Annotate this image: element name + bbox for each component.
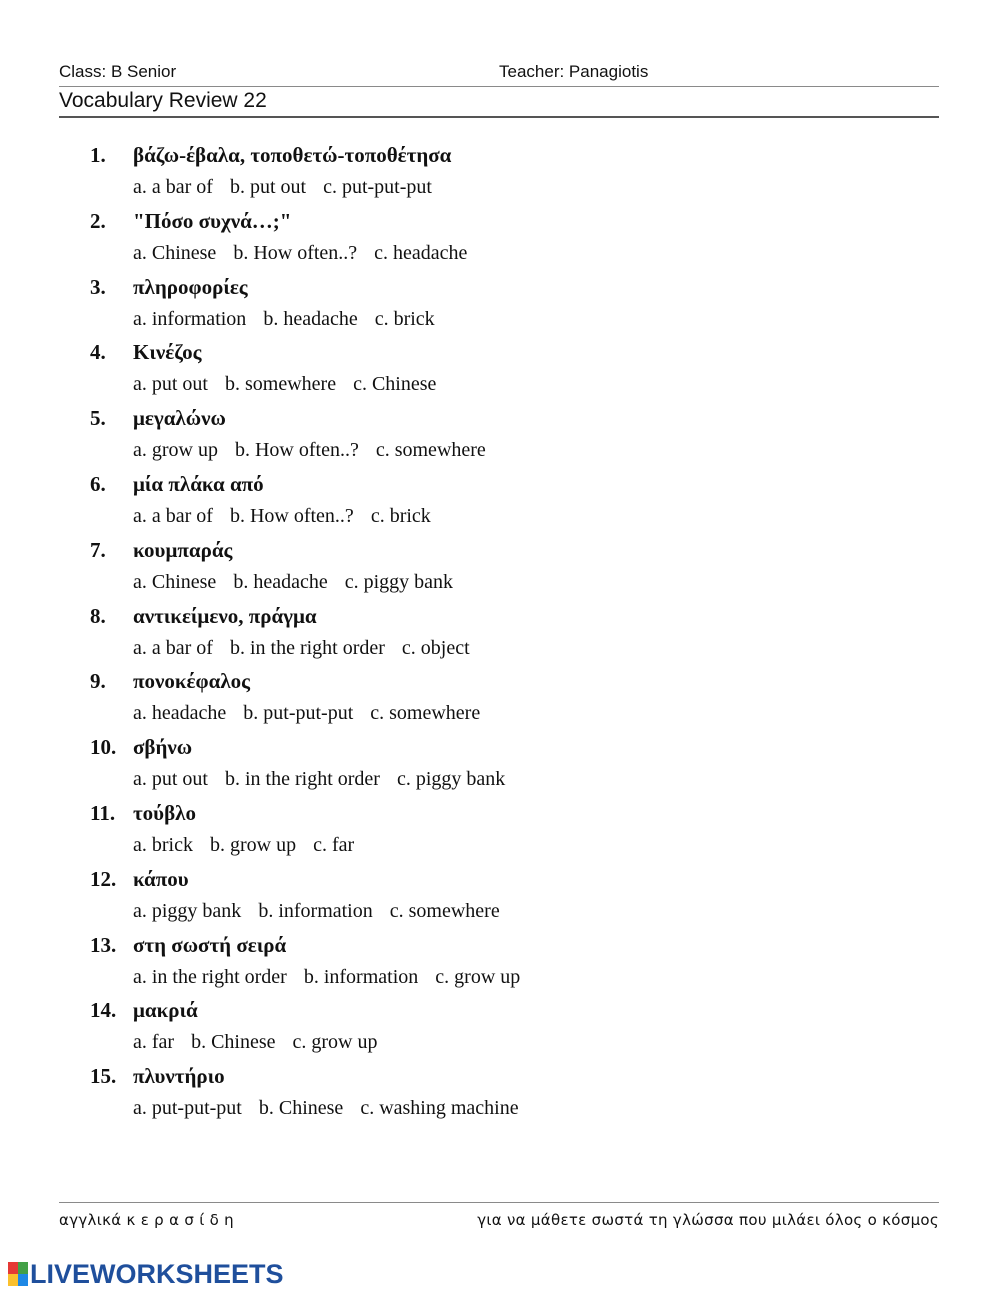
option-b[interactable]: b. in the right order	[225, 768, 380, 791]
question-number: 11.	[90, 800, 116, 825]
question-term: τούβλο	[133, 800, 196, 825]
option-c[interactable]: c. piggy bank	[344, 570, 454, 593]
option-c[interactable]: c. object	[401, 636, 470, 659]
option-c[interactable]: c. grow up	[435, 965, 521, 988]
liveworksheets-logo[interactable]	[8, 1259, 284, 1289]
option-c[interactable]: c. somewhere	[370, 702, 481, 725]
question-item	[90, 801, 910, 867]
option-a[interactable]: a. put out	[133, 768, 208, 791]
option-b[interactable]: b. put-put-put	[243, 702, 354, 725]
option-c[interactable]: c. grow up	[292, 1031, 378, 1054]
answer-options	[133, 1097, 531, 1120]
question-term: μεγαλώνω	[133, 406, 226, 431]
question-item	[90, 998, 910, 1064]
answer-options	[133, 373, 448, 396]
question-term: κουμπαράς	[133, 537, 233, 562]
answer-options	[133, 637, 482, 660]
teacher-label: Teacher: Panagiotis	[499, 62, 649, 81]
option-b[interactable]: b. in the right order	[229, 636, 385, 659]
option-a[interactable]: a. information	[133, 307, 247, 330]
option-c[interactable]: c. Chinese	[353, 373, 437, 396]
answer-options	[133, 702, 492, 725]
question-item	[90, 143, 910, 209]
question-number: 1.	[90, 143, 106, 167]
option-c[interactable]: c. headache	[374, 241, 468, 264]
question-term: μακριά	[133, 998, 198, 1023]
option-c[interactable]: c. brick	[370, 504, 431, 527]
question-number: 10.	[90, 735, 117, 760]
question-term: βάζω-έβαλα, τοποθετώ-τοποθέτησα	[133, 143, 452, 167]
option-c[interactable]: c. brick	[374, 307, 435, 330]
option-b[interactable]: b. headache	[263, 307, 358, 330]
question-term: πληροφορίες	[133, 274, 248, 299]
question-number: 12.	[90, 866, 117, 891]
question-number: 9.	[90, 669, 106, 694]
option-b[interactable]: b. Chinese	[258, 1097, 344, 1120]
question-term: κάπου	[133, 866, 189, 891]
option-a[interactable]: a. grow up	[133, 439, 218, 462]
option-b[interactable]: b. headache	[233, 570, 328, 593]
option-c[interactable]: c. put-put-put	[323, 176, 432, 198]
option-a[interactable]: a. Chinese	[133, 241, 217, 264]
option-a[interactable]: a. piggy bank	[133, 899, 242, 922]
question-term: πλυντήριο	[133, 1064, 225, 1089]
option-a[interactable]: a. a bar of	[133, 176, 213, 198]
option-b[interactable]: b. information	[258, 899, 373, 922]
question-item	[90, 604, 910, 670]
question-term: πονοκέφαλος	[133, 669, 251, 694]
option-a[interactable]: a. put-put-put	[133, 1097, 242, 1120]
question-number: 13.	[90, 932, 117, 957]
question-term: στη σωστή σειρά	[133, 932, 287, 957]
question-number: 7.	[90, 537, 106, 562]
answer-options	[133, 571, 465, 594]
question-item	[90, 669, 910, 735]
question-number: 15.	[90, 1064, 117, 1089]
question-term: σβήνω	[133, 735, 193, 760]
option-c[interactable]: c. somewhere	[375, 439, 486, 462]
answer-options	[133, 1031, 390, 1054]
question-number: 5.	[90, 406, 106, 431]
question-list	[90, 143, 910, 1130]
question-item	[90, 538, 910, 604]
option-a[interactable]: a. a bar of	[133, 636, 213, 659]
question-number: 14.	[90, 998, 117, 1023]
option-a[interactable]: a. far	[133, 1031, 175, 1054]
question-term: αντικείμενο, πράγμα	[133, 603, 317, 628]
option-a[interactable]: a. put out	[133, 373, 208, 396]
answer-options	[133, 439, 498, 462]
answer-options	[133, 505, 443, 528]
option-a[interactable]: a. a bar of	[133, 504, 213, 527]
answer-options	[133, 966, 532, 989]
answer-options	[133, 242, 479, 265]
logo-grid-icon	[8, 1262, 28, 1286]
title-divider	[59, 116, 939, 118]
question-number: 6.	[90, 471, 106, 496]
option-b[interactable]: b. How often..?	[229, 504, 354, 527]
question-item	[90, 406, 910, 472]
option-a[interactable]: a. brick	[133, 833, 193, 856]
footer-divider	[59, 1202, 939, 1203]
option-c[interactable]: c. somewhere	[389, 899, 500, 922]
option-b[interactable]: b. somewhere	[225, 373, 337, 396]
question-item	[90, 340, 910, 406]
question-item	[90, 209, 910, 275]
option-a[interactable]: a. headache	[133, 702, 227, 725]
question-item	[90, 735, 910, 801]
footer-right-text: για να μάθετε σωστά τη γλώσσα που μιλάει όλος ο κόσμος	[477, 1211, 939, 1229]
answer-options	[133, 308, 447, 331]
question-item	[90, 1064, 910, 1130]
option-b[interactable]: b. Chinese	[191, 1031, 276, 1054]
option-c[interactable]: c. far	[313, 833, 355, 856]
footer-left-text: αγγλικά κ ε ρ α σ ί δ η	[59, 1211, 234, 1229]
question-number: 3.	[90, 274, 106, 299]
option-c[interactable]: c. piggy bank	[396, 768, 506, 791]
question-term: "Πόσο συχνά…;"	[133, 208, 292, 233]
question-item	[90, 472, 910, 538]
class-label: Class: B Senior	[59, 62, 177, 81]
question-item	[90, 275, 910, 341]
answer-options	[133, 176, 444, 199]
option-b[interactable]: b. information	[303, 965, 419, 988]
answer-options	[133, 900, 512, 923]
option-c[interactable]: c. washing machine	[360, 1097, 519, 1120]
option-b[interactable]: b. How often..?	[234, 439, 359, 462]
option-b[interactable]: b. put out	[229, 176, 307, 198]
option-a[interactable]: a. Chinese	[133, 570, 217, 593]
logo-text: LIVEWORKSHEETS	[30, 1258, 284, 1289]
question-number: 4.	[90, 340, 106, 365]
question-item	[90, 933, 910, 999]
answer-options	[133, 834, 366, 857]
question-number: 2.	[90, 208, 106, 233]
question-term: μία πλάκα από	[133, 471, 264, 496]
page-title: Vocabulary Review 22	[59, 89, 267, 112]
question-number: 8.	[90, 603, 106, 628]
worksheet-header	[59, 62, 939, 84]
answer-options	[133, 768, 517, 791]
option-b[interactable]: b. grow up	[209, 833, 297, 856]
question-item	[90, 867, 910, 933]
header-divider	[59, 86, 939, 87]
option-b[interactable]: b. How often..?	[233, 241, 358, 264]
question-term: Κινέζος	[133, 340, 202, 365]
option-a[interactable]: a. in the right order	[133, 965, 287, 988]
